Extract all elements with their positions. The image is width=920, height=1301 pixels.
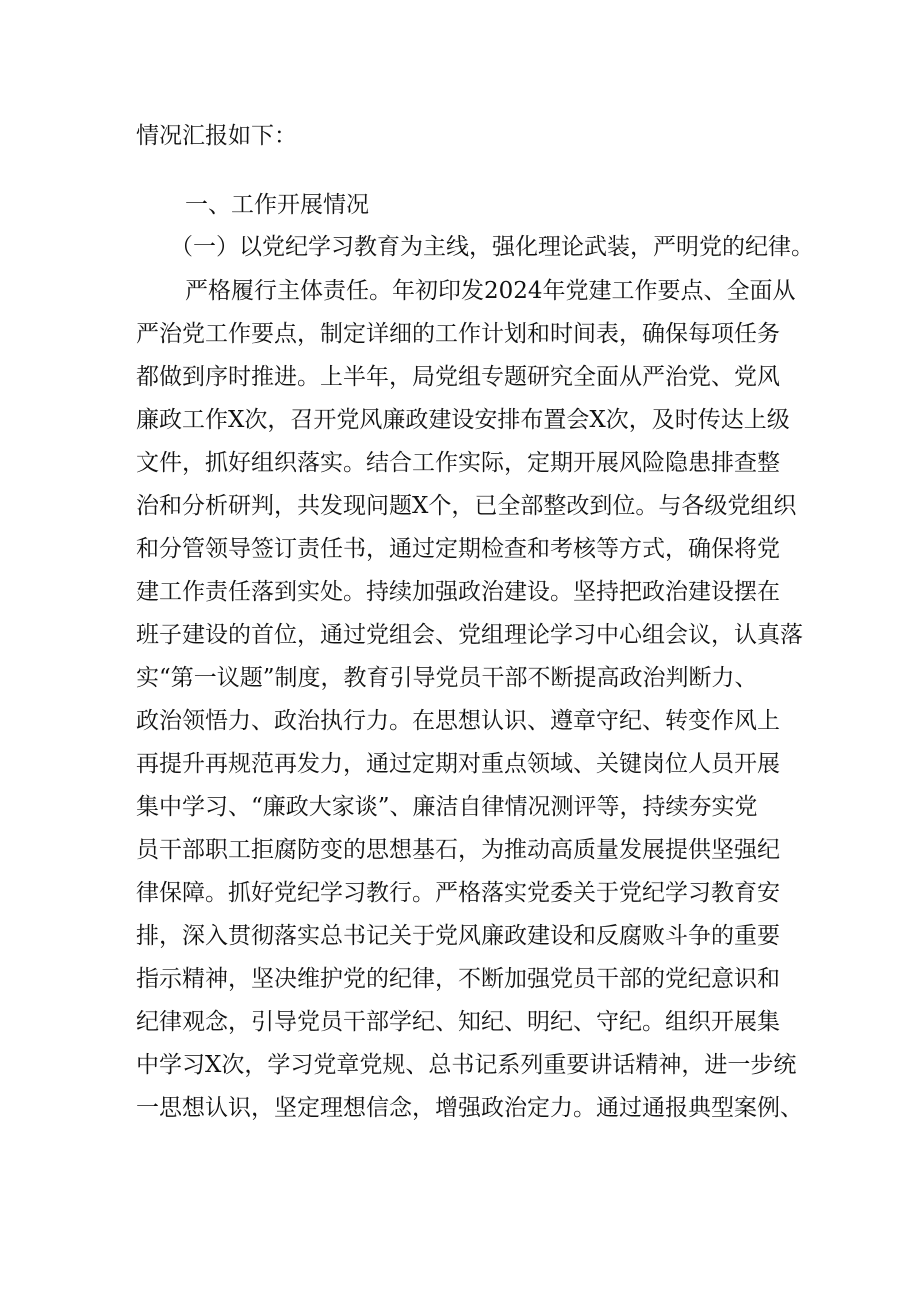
paragraph-line: 文件，抓好组织落实。结合工作实际，定期开展风险隐患排查整 bbox=[136, 450, 780, 476]
paragraph-line: 治和分析研判，共发现问题X个，已全部整改到位。与各级党组织 bbox=[136, 493, 797, 519]
paragraph-line: 情况汇报如下： bbox=[136, 123, 297, 149]
paragraph-line: 班子建设的首位，通过党组会、党组理论学习中心组会议，认真落 bbox=[136, 622, 803, 648]
paragraph-line: 严格履行主体责任。年初印发2024年党建工作要点、全面从 bbox=[185, 278, 796, 304]
paragraph-line: 排，深入贯彻落实总书记关于党风廉政建设和反腐败斗争的重要 bbox=[136, 923, 780, 949]
paragraph-line: 再提升再规范再发力，通过定期对重点领域、关键岗位人员开展 bbox=[136, 751, 780, 777]
section-heading: 一、工作开展情况 bbox=[185, 192, 369, 218]
paragraph-line: 政治领悟力、政治执行力。在思想认识、遵章守纪、转变作风上 bbox=[136, 708, 780, 734]
paragraph-line: 一思想认识，坚定理想信念，增强政治定力。通过通报典型案例、 bbox=[136, 1095, 803, 1121]
paragraph-line: 实“第一议题”制度，教育引导党员干部不断提高政治判断力、 bbox=[136, 665, 758, 691]
paragraph-line: 都做到序时推进。上半年，局党组专题研究全面从严治党、党风 bbox=[136, 364, 780, 390]
paragraph-line: 建工作责任落到实处。持续加强政治建设。坚持把政治建设摆在 bbox=[136, 579, 780, 605]
paragraph-line: 严治党工作要点，制定详细的工作计划和时间表，确保每项任务 bbox=[136, 321, 780, 347]
paragraph-line: 指示精神，坚决维护党的纪律，不断加强党员干部的党纪意识和 bbox=[136, 966, 780, 992]
paragraph-line: 廉政工作X次，召开党风廉政建设安排布置会X次，及时传达上级 bbox=[136, 407, 790, 433]
paragraph-line: 和分管领导签订责任书，通过定期检查和考核等方式，确保将党 bbox=[136, 536, 780, 562]
paragraph-line: 中学习X次，学习党章党规、总书记系列重要讲话精神，进一步统 bbox=[136, 1052, 797, 1078]
paragraph-line: 纪律观念，引导党员干部学纪、知纪、明纪、守纪。组织开展集 bbox=[136, 1009, 780, 1035]
paragraph-line: 律保障。抓好党纪学习教行。严格落实党委关于党纪学习教育安 bbox=[136, 880, 780, 906]
paragraph-line: 集中学习、“廉政大家谈”、廉洁自律情况测评等，持续夯实党 bbox=[136, 794, 758, 820]
subsection-heading: （一）以党纪学习教育为主线，强化理论武装，严明党的纪律。 bbox=[170, 234, 814, 260]
paragraph-line: 员干部职工拒腐防变的思想基石，为推动高质量发展提供坚强纪 bbox=[136, 837, 780, 863]
